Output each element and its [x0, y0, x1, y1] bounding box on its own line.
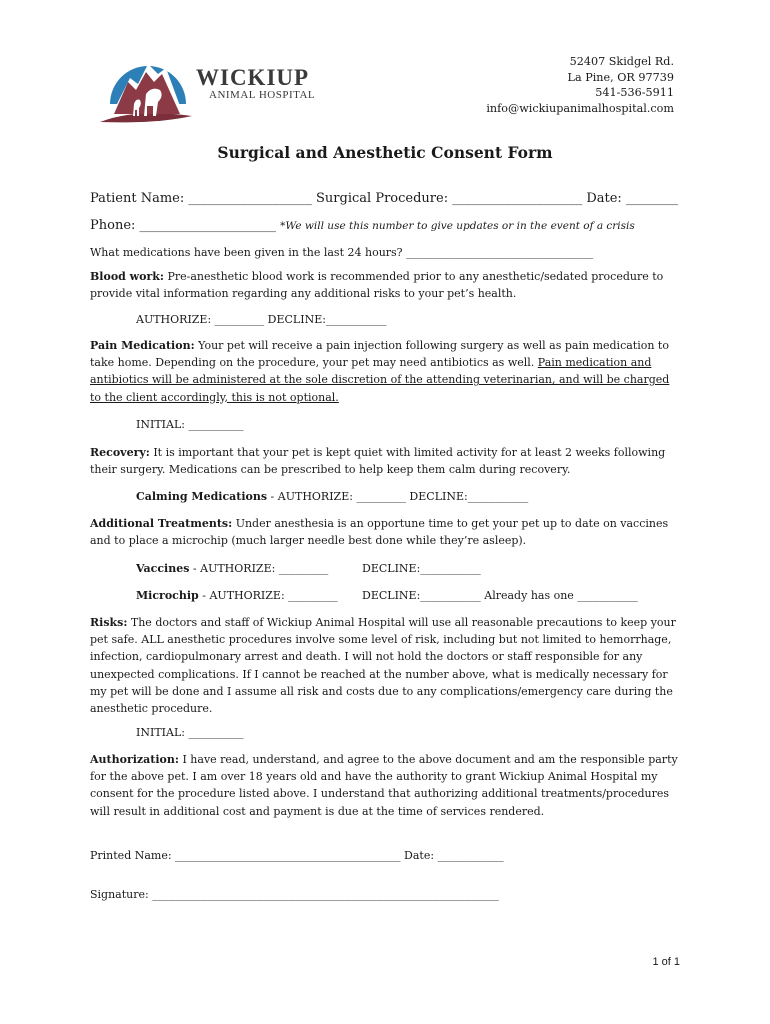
additional-treatments-text: Under anesthesia is an opportune time to get your pet up to date on vaccines and to place a microchip (much larger needle best done while they’re asleep). [90, 517, 669, 548]
blood-work-label: Blood work: [90, 270, 164, 283]
signature-field[interactable]: Signature: _______________________________________________________________ [90, 888, 499, 901]
vaccines-line [136, 562, 328, 575]
microchip-label: Microchip [136, 589, 199, 602]
risks-section [90, 614, 680, 717]
authorization-section [90, 751, 680, 820]
additional-treatments-section [90, 515, 680, 549]
vaccines-label: Vaccines [136, 562, 190, 575]
page-number: 1 of 1 [652, 956, 680, 968]
risks-initial-field[interactable]: INITIAL: __________ [136, 726, 244, 739]
additional-treatments-label: Additional Treatments: [90, 517, 233, 530]
mountain-dog-cat-logo-icon [96, 44, 196, 126]
phone-field[interactable]: Phone: _____________________ [90, 218, 277, 233]
blood-work-authorize[interactable]: AUTHORIZE: _________ DECLINE:___________ [136, 313, 387, 326]
blood-work-text: Pre-anesthetic blood work is recommended prior to any anesthetic/sedated procedure to provide vital information regarding any additional risks to your pet’s health. [90, 270, 664, 301]
surgical-procedure-field[interactable]: Surgical Procedure: ____________________ [316, 191, 583, 206]
recovery-label: Recovery: [90, 446, 150, 459]
pain-medication-text: Your pet will receive a pain injection following surgery as well as pain medication to take home. Depending on the procedure, your pet may need antibiotics as well. [90, 339, 669, 370]
logo-subtitle: ANIMAL HOSPITAL [209, 89, 316, 101]
pain-medication-underlined: Pain medication and antibiotics will be administered at the sole discretion of the attending veterinarian, and will be charged to the client accordingly, this is not optional. [90, 356, 670, 404]
phone-note: *We will use this number to give updates or in the event of a crisis [280, 220, 635, 232]
microchip-authorize-field[interactable]: - AUTHORIZE: _________ [198, 589, 338, 602]
wickiup-logo [96, 44, 326, 126]
medications-field[interactable]: What medications have been given in the last 24 hours? __________________________________ [90, 246, 594, 259]
date-field[interactable]: Date: ________ [586, 191, 678, 206]
microchip-decline-field[interactable]: DECLINE:___________ Already has one ___________ [362, 589, 638, 602]
recovery-text: It is important that your pet is kept quiet with limited activity for at least 2 weeks following their surgery. Medications can be prescribed to help keep them calm during recovery. [90, 446, 666, 477]
address-email: info@wickiupanimalhospital.com [486, 101, 674, 115]
risks-label: Risks: [90, 616, 128, 629]
page-title: Surgical and Anesthetic Consent Form [217, 143, 553, 162]
patient-name-field[interactable]: Patient Name: ___________________ [90, 191, 312, 206]
authorization-text: I have read, understand, and agree to the above document and am the responsible party for the above pet. I am over 18 years old and have the authority to grant Wickiup Animal Hospital my consent for the procedure listed above. I understand that authorizing additional treatments/procedures will result in additional cost and payment is due at the time of services rendered. [90, 753, 678, 818]
address-street: 52407 Skidgel Rd. [569, 55, 674, 68]
printed-name-field[interactable]: Printed Name: _________________________________________ Date: ____________ [90, 849, 504, 862]
blood-work-section [90, 268, 680, 302]
calming-medications-label: Calming Medications [136, 490, 268, 503]
risks-text: The doctors and staff of Wickiup Animal Hospital will use all reasonable precautions to keep your pet safe. ALL anesthetic procedures involve some level of risk, including but not limited to hemorrhage, infection, cardiopulmonary arrest and death. I will not hold the doctors or staff responsible for any unexpected complications. If I cannot be reached at the number above, what is medically necessary for my pet will be done and I assume all risk and costs due to any complications/emergency care during the anesthetic procedure. [90, 616, 676, 716]
phone-line [90, 218, 635, 233]
vaccines-authorize-field[interactable]: - AUTHORIZE: _________ [189, 562, 329, 575]
pain-medication-label: Pain Medication: [90, 339, 195, 352]
recovery-section [90, 444, 680, 478]
address-city: La Pine, OR 97739 [567, 70, 674, 84]
vaccines-decline-field[interactable]: DECLINE:___________ [362, 562, 481, 575]
address-phone: 541-536-5911 [595, 86, 674, 99]
pain-initial-field[interactable]: INITIAL: __________ [136, 418, 244, 431]
logo-name: WICKIUP [196, 65, 310, 90]
calming-authorize-field[interactable]: - AUTHORIZE: _________ DECLINE:___________ [267, 490, 529, 503]
microchip-line [136, 589, 338, 602]
hospital-address [486, 54, 674, 116]
calming-medications-line [136, 490, 528, 503]
authorization-label: Authorization: [90, 753, 179, 766]
pain-medication-section [90, 337, 680, 406]
patient-info-line [90, 191, 678, 206]
